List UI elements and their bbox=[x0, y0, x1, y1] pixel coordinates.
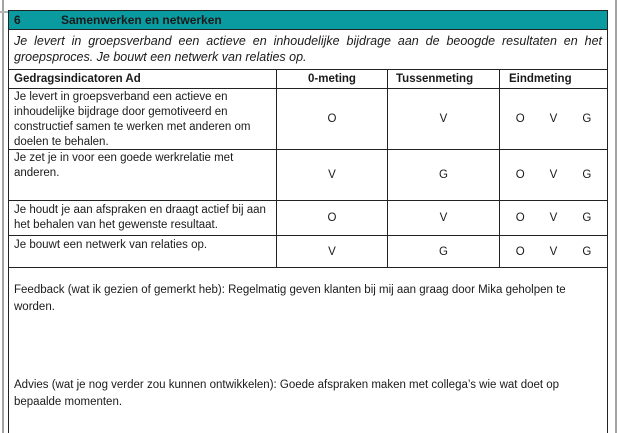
table-row bbox=[9, 201, 607, 236]
tussenmeting-mark: V bbox=[388, 201, 500, 235]
section-number: 6 bbox=[14, 12, 21, 27]
assessment-document bbox=[8, 10, 608, 433]
eindmeting-marks bbox=[500, 150, 607, 201]
eindmeting-option-g: G bbox=[582, 245, 592, 258]
indicator-text: Je levert in groepsverband een actieve en inhoudelijke bijdrage door gemotiveerd en constructief samen te werken met anderen om doelen te behalen. bbox=[9, 89, 277, 149]
indicator-text: Je bouwt een netwerk van relaties op. bbox=[9, 236, 277, 267]
eindmeting-marks bbox=[500, 236, 607, 267]
eindmeting-option-o: O bbox=[515, 112, 525, 125]
header-tussenmeting: Tussenmeting bbox=[388, 70, 500, 88]
tussenmeting-mark: G bbox=[388, 150, 500, 201]
eindmeting-option-g: G bbox=[582, 168, 592, 181]
header-0-meting: 0-meting bbox=[277, 70, 388, 88]
0-meting-mark: O bbox=[277, 201, 388, 235]
indicator-text: Je zet je in voor een goede werkrelatie met anderen. bbox=[9, 150, 277, 201]
eindmeting-marks bbox=[500, 201, 607, 235]
page-edge-tick bbox=[0, 11, 8, 13]
feedback-text: Feedback (wat ik gezien of gemerkt heb): Regelmatig geven klanten bij mij aan graag door Mika geholpen te worden. bbox=[14, 284, 566, 313]
eindmeting-option-v: V bbox=[549, 245, 558, 258]
eindmeting-option-g: G bbox=[582, 112, 592, 125]
tussenmeting-mark: G bbox=[388, 236, 500, 267]
0-meting-mark: V bbox=[277, 236, 388, 267]
eindmeting-option-v: V bbox=[549, 112, 558, 125]
header-eindmeting: Eindmeting bbox=[509, 73, 572, 85]
eindmeting-option-v: V bbox=[549, 212, 558, 224]
0-meting-mark: O bbox=[277, 89, 388, 149]
section-header-bar bbox=[9, 10, 607, 30]
tussenmeting-mark: V bbox=[388, 89, 500, 149]
table-row bbox=[9, 236, 607, 268]
indicator-text: Je houdt je aan afspraken en draagt actief bij aan het behalen van het gewenste resultaat. bbox=[9, 201, 277, 235]
section-description: Je levert in groepsverband een actieve en inhoudelijke bijdrage aan de beoogde resultaten en het groepsproces. Je bouwt een netwerk van relaties op. bbox=[9, 30, 607, 71]
eindmeting-option-g: G bbox=[582, 212, 592, 224]
eindmeting-option-o: O bbox=[515, 245, 525, 258]
advies-text: Advies (wat je nog verder zou kunnen ontwikkelen): Goede afspraken maken met collega’s wie wat doet op bepaalde momenten. bbox=[14, 379, 560, 408]
eindmeting-option-o: O bbox=[515, 168, 525, 181]
section-title: Samenwerken en netwerken bbox=[61, 12, 222, 27]
table-row bbox=[9, 89, 607, 150]
eindmeting-option-o: O bbox=[515, 212, 525, 224]
header-gedragsindicatoren: Gedragsindicatoren Ad bbox=[9, 70, 277, 88]
eindmeting-marks bbox=[500, 89, 607, 149]
notes-section bbox=[9, 268, 607, 411]
page-left-edge bbox=[2, 0, 4, 433]
eindmeting-option-v: V bbox=[549, 168, 558, 181]
page-right-edge bbox=[615, 0, 617, 433]
table-row bbox=[9, 150, 607, 202]
0-meting-mark: V bbox=[277, 150, 388, 201]
table-header-row bbox=[9, 70, 607, 89]
